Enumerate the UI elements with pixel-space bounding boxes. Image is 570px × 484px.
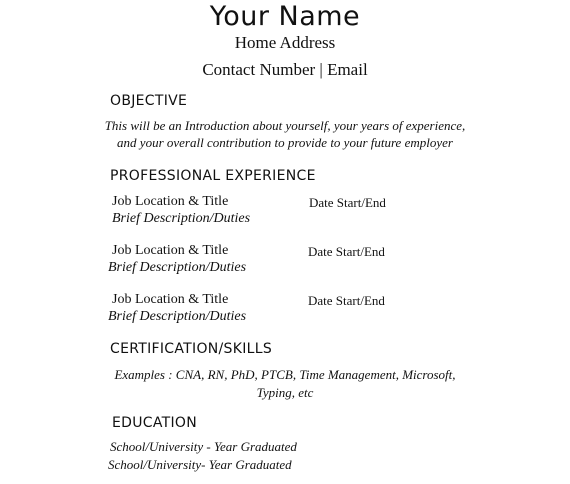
job-title-1: Job Location & Title	[112, 194, 229, 209]
job-title-2: Job Location & Title	[112, 243, 229, 258]
home-address: Home Address	[234, 33, 336, 52]
skills-heading: CERTIFICATION/SKILLS	[110, 341, 273, 357]
job-desc-3: Brief Description/Duties	[108, 309, 247, 324]
resume-name: Your Name	[209, 1, 361, 32]
job-title-3: Job Location & Title	[112, 292, 229, 307]
job-desc-2: Brief Description/Duties	[108, 260, 247, 275]
education-heading: EDUCATION	[112, 415, 198, 431]
experience-heading: PROFESSIONAL EXPERIENCE	[110, 168, 316, 184]
objective-heading: OBJECTIVE	[110, 93, 188, 109]
job-desc-1: Brief Description/Duties	[112, 211, 251, 226]
contact-line: Contact Number | Email	[202, 60, 368, 79]
education-line-1: School/University - Year Graduated	[110, 439, 297, 454]
skills-line-2: Typing, etc	[256, 385, 314, 400]
objective-line-1: This will be an Introduction about yourself, your years of experience,	[104, 118, 466, 133]
job-date-1: Date Start/End	[309, 195, 386, 210]
objective-line-2: and your overall contribution to provide to your future employer	[117, 135, 453, 150]
education-line-2: School/University- Year Graduated	[108, 457, 292, 472]
skills-line-1: Examples : CNA, RN, PhD, PTCB, Time Management, Microsoft,	[114, 367, 456, 382]
job-date-2: Date Start/End	[308, 244, 385, 259]
job-date-3: Date Start/End	[308, 293, 385, 308]
